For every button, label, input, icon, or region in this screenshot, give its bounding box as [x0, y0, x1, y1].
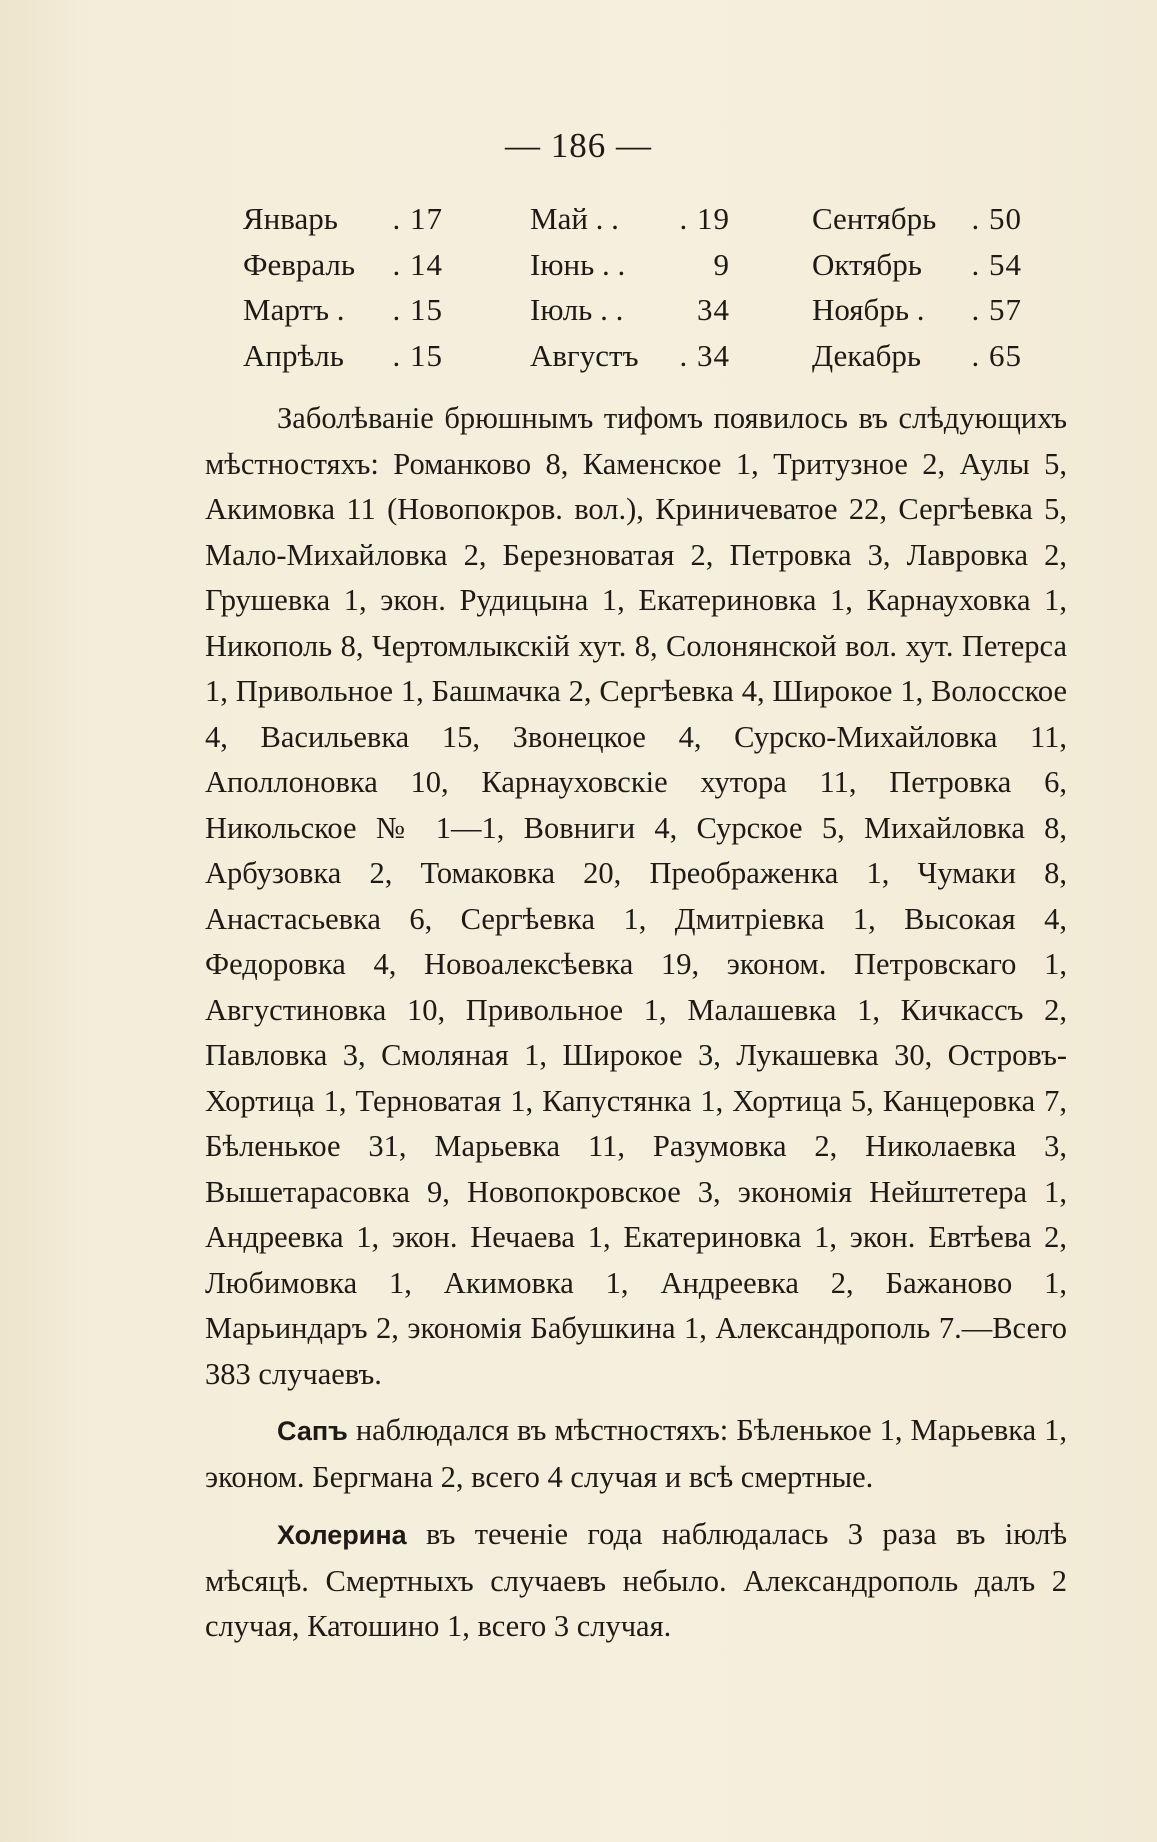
month-row [243, 196, 443, 242]
month-name: Октябрь [812, 246, 922, 282]
month-row [530, 333, 730, 379]
month-name: Декабрь [812, 337, 922, 373]
month-value: . 34 [679, 337, 730, 373]
month-name: Мартъ . [243, 292, 345, 327]
month-value: . 54 [971, 246, 1022, 282]
month-row [812, 242, 1022, 288]
sap-paragraph [205, 1408, 1067, 1500]
cholerine-paragraph [205, 1512, 1067, 1650]
month-value: . 57 [971, 292, 1022, 327]
months-column-2 [530, 196, 730, 378]
month-row [812, 287, 1022, 333]
month-name: Сентябрь [812, 201, 937, 236]
month-row [812, 333, 1022, 379]
month-value: . 15 [392, 337, 443, 373]
month-row [243, 287, 443, 333]
month-value: . 65 [971, 337, 1022, 373]
month-name: Іюль . . [530, 292, 624, 327]
cholerine-heading: Холерина [277, 1520, 407, 1550]
month-name: Августъ [530, 337, 639, 373]
month-name: Февраль [243, 246, 356, 282]
month-value: 34 [697, 292, 730, 327]
sap-text: наблюдался въ мѣстностяхъ: Бѣленькое 1, Марьевка 1, эконом. Бергмана 2, всего 4 случая и всѣ смертные. [205, 1413, 1067, 1494]
month-name: Ноябрь . [812, 292, 925, 327]
cholerine-text: въ теченіе года наблюдалась 3 раза въ іюлѣ мѣсяцѣ. Смертныхъ случаевъ небыло. Александрополь далъ 2 случая, Катошино 1, всего 3 случая. [205, 1517, 1067, 1643]
month-name: Апрѣль [243, 337, 344, 373]
month-row [530, 242, 730, 288]
months-column-3 [812, 196, 1022, 378]
month-value: . 50 [971, 201, 1022, 236]
month-row [243, 242, 443, 288]
month-row [530, 287, 730, 333]
cholerine-section [205, 1512, 1067, 1650]
sap-section [205, 1408, 1067, 1500]
month-value: . 15 [392, 292, 443, 327]
month-name: Іюнь . . [530, 246, 626, 282]
page-number: — 186 — [505, 126, 652, 165]
monthly-cases-table [0, 196, 1157, 386]
month-row [530, 196, 730, 242]
month-name: Январь [243, 201, 338, 236]
month-value: . 19 [679, 201, 730, 236]
month-value: 9 [713, 246, 730, 282]
typhoid-paragraph: Заболѣваніе брюшнымъ тифомъ появилось въ слѣдующихъ мѣстностяхъ: Романково 8, Каменское 1, Тритузное 2, Аулы 5, Акимовка 11 (Новопокров. вол.), Криничеватое 22, Сергѣевка 5, Мало-Михайловка 2, Березноватая 2, Петровка 3, Лавровка 2, Грушевка 1, экон. Рудицына 1, Екатериновка 1, Карнауховка 1, Никополь 8, Чертомлыкскій хут. 8, Солонянской вол. хут. Петерса 1, Привольное 1, Башмачка 2, Сергѣевка 4, Широкое 1, Волосское 4, Васильевка 15, Звонецкое 4, Сурско-Михайловка 11, Аполлоновка 10, Карнауховскіе хутора 11, Петровка 6, Никольское № 1—1, Вовниги 4, Сурское 5, Михайловка 8, Арбузовка 2, Томаковка 20, Преображенка 1, Чумаки 8, Анастасьевка 6, Сергѣевка 1, Дмитріевка 1, Высокая 4, Федоровка 4, Новоалексѣевка 19, эконом. Петровскаго 1, Августиновка 10, Привольное 1, Малашевка 1, Кичкассъ 2, Павловка 3, Смоляная 1, Широкое 3, Лукашевка 30, Островъ-Хортица 1, Терноватая 1, Капустянка 1, Хортица 5, Канцеровка 7, Бѣленькое 31, Марьевка 11, Разумовка 2, Николаевка 3, Вышетарасовка 9, Новопокровское 3, экономія Нейштетера 1, Андреевка 1, экон. Нечаева 1, Екатериновка 1, экон. Евтѣева 2, Любимовка 1, Акимовка 1, Андреевка 2, Бажаново 1, Марьиндаръ 2, экономія Бабушкина 1, Александрополь 7.—Всего 383 случаевъ. [205, 401, 1067, 1391]
month-name: Май . . [530, 201, 619, 236]
month-value: . 14 [392, 246, 443, 282]
month-row [243, 333, 443, 379]
month-row [812, 196, 1022, 242]
months-column-1 [243, 196, 443, 378]
sap-heading: Сапъ [277, 1416, 348, 1446]
month-value: . 17 [392, 201, 443, 236]
typhoid-section [205, 396, 1067, 1397]
